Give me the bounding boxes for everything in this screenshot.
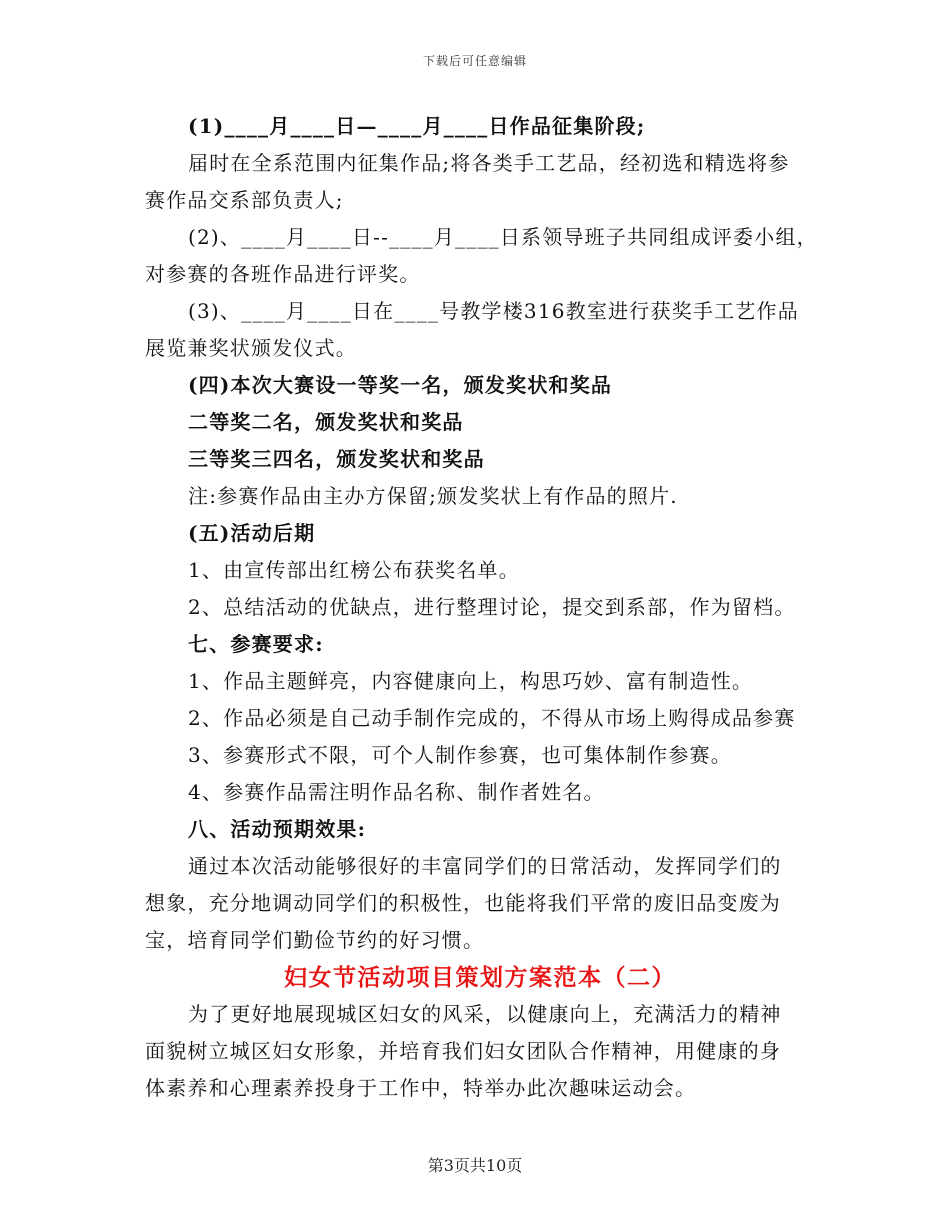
note-line: 注:参赛作品由主办方保留;颁发奖状上有作品的照片.: [188, 484, 678, 508]
page-footer: 第3页共10页: [427, 1156, 523, 1175]
paragraph-line: 对参赛的各班作品进行评奖。: [145, 262, 421, 286]
section-heading: (五)活动后期: [188, 521, 316, 545]
paragraph-line: 体素养和心理素养投身于工作中，特举办此次趣味运动会。: [145, 1076, 697, 1100]
paragraph-line: 通过本次活动能够很好的丰富同学们的日常活动，发挥同学们的: [188, 854, 782, 878]
paragraph-line: (3)、____月____日在____号教学楼316教室进行获奖手工艺作品: [188, 299, 799, 323]
award-line: 三等奖三四名，颁发奖状和奖品: [188, 447, 485, 471]
paragraph-line: 展览兼奖状颁发仪式。: [145, 336, 357, 360]
section-title: 妇女节活动项目策划方案范本（二）: [284, 964, 676, 991]
document-body: [145, 108, 818, 1107]
award-heading: (四)本次大赛设一等奖一名，颁发奖状和奖品: [188, 373, 613, 397]
section-heading: 八、活动预期效果:: [188, 817, 367, 841]
page-header: 下载后可任意编辑: [422, 54, 527, 68]
list-item: 2、总结活动的优缺点，进行整理讨论，提交到系部，作为留档。: [188, 595, 796, 619]
list-item: 3、参赛形式不限，可个人制作参赛，也可集体制作参赛。: [188, 743, 732, 767]
paragraph-line: 为了更好地展现城区妇女的风采，以健康向上，充满活力的精神: [188, 1002, 782, 1026]
paragraph-line: 面貌树立城区妇女形象，并培育我们妇女团队合作精神，用健康的身: [145, 1039, 781, 1063]
paragraph-line: (1)____月____日—____月____日作品征集阶段;: [188, 114, 646, 138]
paragraph-line: 想象，充分地调动同学们的积极性，也能将我们平常的废旧品变废为: [145, 891, 781, 915]
paragraph-line: 赛作品交系部负责人;: [145, 188, 344, 212]
list-item: 2、作品必须是自己动手制作完成的，不得从市场上购得成品参赛: [188, 706, 796, 730]
paragraph-line: 届时在全系范围内征集作品;将各类手工艺品，经初选和精选将参: [188, 151, 790, 175]
list-item: 1、作品主题鲜亮，内容健康向上，构思巧妙、富有制造性。: [188, 669, 754, 693]
section-heading: 七、参赛要求:: [188, 632, 324, 656]
paragraph-line: 宝，培育同学们勤俭节约的好习惯。: [145, 928, 485, 952]
list-item: 1、由宣传部出红榜公布获奖名单。: [188, 558, 520, 582]
list-item: 4、参赛作品需注明作品名称、制作者姓名。: [188, 780, 605, 804]
paragraph-line: (2)、____月____日--____月____日系领导班子共同组成评委小组，: [188, 225, 818, 249]
award-line: 二等奖二名，颁发奖状和奖品: [188, 410, 464, 434]
